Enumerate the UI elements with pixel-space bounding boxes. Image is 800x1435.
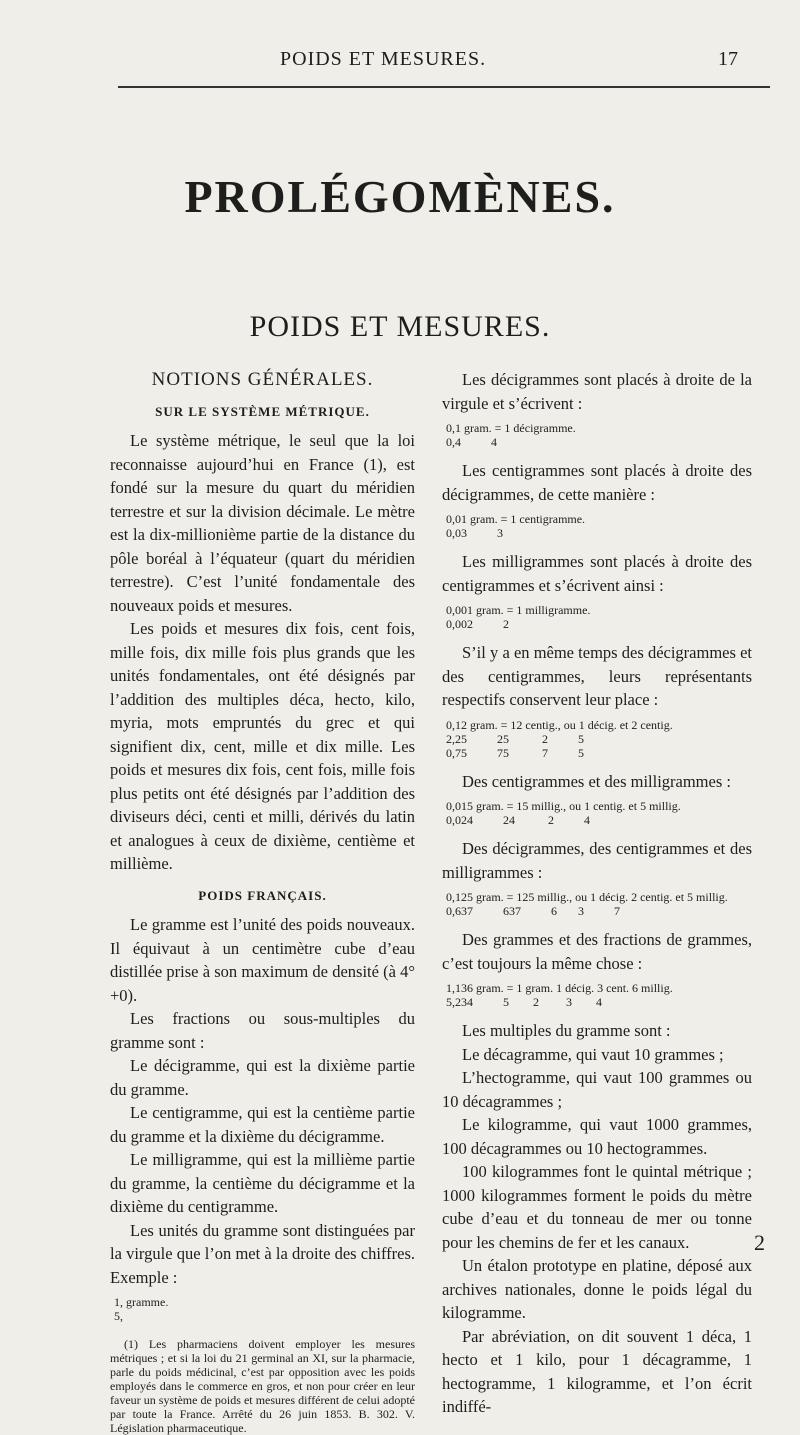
- subheading-systeme: SUR LE SYSTÈME MÉTRIQUE.: [155, 403, 370, 419]
- example-block: 0,015 gram. = 15 millig., ou 1 centig. et 5 millig. 0,024 24 2 4: [446, 799, 681, 827]
- paragraph: Un étalon prototype en platine, déposé aux archives nationales, donne le poids légal du kilogramme.: [442, 1256, 752, 1322]
- paragraph: Le décigramme, qui est la dixième partie du gramme.: [110, 1056, 415, 1099]
- page-number: 17: [718, 48, 738, 70]
- signature-mark: 2: [754, 1230, 765, 1255]
- right-column: [442, 368, 752, 1419]
- paragraph: Des centigrammes et des milligrammes :: [462, 771, 731, 791]
- paragraph: 100 kilogrammes font le quintal métrique ; 1000 kilogrammes forment le poids du mètre cube d’eau et du tonneau de mer ou tonne pour les chemins de fer et les canaux.: [442, 1162, 752, 1252]
- heading-notions: NOTIONS GÉNÉRALES.: [151, 369, 374, 390]
- paragraph: Le centigramme, qui est la centième partie du gramme et la dixième du décigramme.: [110, 1103, 415, 1146]
- paragraph: Le décagramme, qui vaut 10 grammes ;: [462, 1044, 724, 1064]
- example-block: 0,01 gram. = 1 centigramme. 0,03 3: [446, 512, 586, 540]
- example-block: 1,136 gram. = 1 gram. 1 décig. 3 cent. 6 millig. 5,234 5 2 3 4: [446, 981, 673, 1009]
- example-block: 0,1 gram. = 1 décigramme. 0,4 4: [446, 421, 576, 449]
- header-rule: [118, 86, 770, 88]
- paragraph: Les centigrammes sont placés à droite des décigrammes, de cette manière :: [442, 461, 752, 504]
- paragraph: Le gramme est l’unité des poids nouveaux. Il équivaut à un centimètre cube d’eau distillée prise à son maximum de densité (à 4°+0).: [110, 915, 415, 1005]
- paragraph: Des décigrammes, des centigrammes et des milligrammes :: [442, 839, 752, 882]
- paragraph: Les unités du gramme sont distinguées par la virgule que l’on met à la droite des chiffres. Exemple :: [110, 1220, 415, 1287]
- paragraph: Le système métrique, le seul que la loi reconnaisse aujourd’hui en France (1), est fondé sur la mesure du quart du méridien terrestre et sur la division décimale. Le mètre est la dix-millionième partie de la distance du pôle boréal à l’équateur (quart du méridien terrestre). C’est l’unité fondamentale des nouveaux poids et mesures.: [110, 431, 415, 615]
- example-block: 0,12 gram. = 12 centig., ou 1 décig. et 2 centig. 2,25 25 2 5 0,75 75 7 5: [446, 717, 673, 760]
- example-block: 0,125 gram. = 125 millig., ou 1 décig. 2 centig. et 5 millig. 0,637 637 6 3 7: [446, 890, 728, 918]
- paragraph: Le milligramme, qui est la millième partie du gramme, la centième du décigramme et la dixième du centigramme.: [110, 1150, 415, 1216]
- paragraph: Les multiples du gramme sont :: [462, 1021, 671, 1040]
- paragraph: Les milligrammes sont placés à droite des centigrammes et s’écrivent ainsi :: [442, 552, 752, 595]
- left-column: [110, 368, 415, 1435]
- running-head-title: POIDS ET MESURES.: [280, 48, 487, 70]
- footnote: (1) Les pharmaciens doivent employer les mesures métriques ; et si la loi du 21 germinal an XI, sur la pharmacie, parle du poids médicinal, c’est par opposition avec les poids employés dans le commerce en gros, et non pour créer en leur faveur un système de poids et mesures différent de celui adopté par toute la France. Arrêté du 26 juin 1853. B. 302. V. Législation pharmaceutique.: [110, 1337, 415, 1435]
- chapter-title: PROLÉGOMÈNES.: [184, 171, 616, 222]
- paragraph: S’il y a en même temps des décigrammes et des centigrammes, leurs représentants respectifs conservent leur place :: [442, 643, 752, 709]
- example-block: 0,001 gram. = 1 milligramme. 0,002 2: [446, 603, 591, 631]
- running-head: [0, 48, 800, 78]
- paragraph: Les décigrammes sont placés à droite de la virgule et s’écrivent :: [442, 370, 752, 413]
- paragraph: Des grammes et des fractions de grammes, c’est toujours la même chose :: [442, 930, 752, 973]
- section-title: POIDS ET MESURES.: [249, 310, 551, 343]
- example-block: 1, gramme. 5,: [114, 1295, 169, 1323]
- paragraph: L’hectogramme, qui vaut 100 grammes ou 10 décagrammes ;: [442, 1068, 752, 1111]
- paragraph: Par abréviation, on dit souvent 1 déca, 1 hecto et 1 kilo, pour 1 décagramme, 1 hectogramme, 1 kilogramme, et l’on écrit indiffé-: [442, 1326, 752, 1416]
- paragraph: Les poids et mesures dix fois, cent fois, mille fois, dix mille fois plus grands que les unités fondamentales, ont été désignés par l’addition des multiples déca, hecto, kilo, myria, mots empruntés du grec et qui signifient dix, cent, mille et dix mille. Les poids et mesures dix fois, cent fois, mille fois plus petits ont été désignés par l’addition des diviseurs déci, centi et milli, dérivés du latin et analogues à ceux de dixième, centième et millième.: [110, 619, 415, 873]
- paragraph: Les fractions ou sous-multiples du gramme sont :: [110, 1009, 415, 1052]
- paragraph: Le kilogramme, qui vaut 1000 grammes, 100 décagrammes ou 10 hectogrammes.: [442, 1115, 752, 1158]
- heading-poids-francais: POIDS FRANÇAIS.: [198, 887, 327, 903]
